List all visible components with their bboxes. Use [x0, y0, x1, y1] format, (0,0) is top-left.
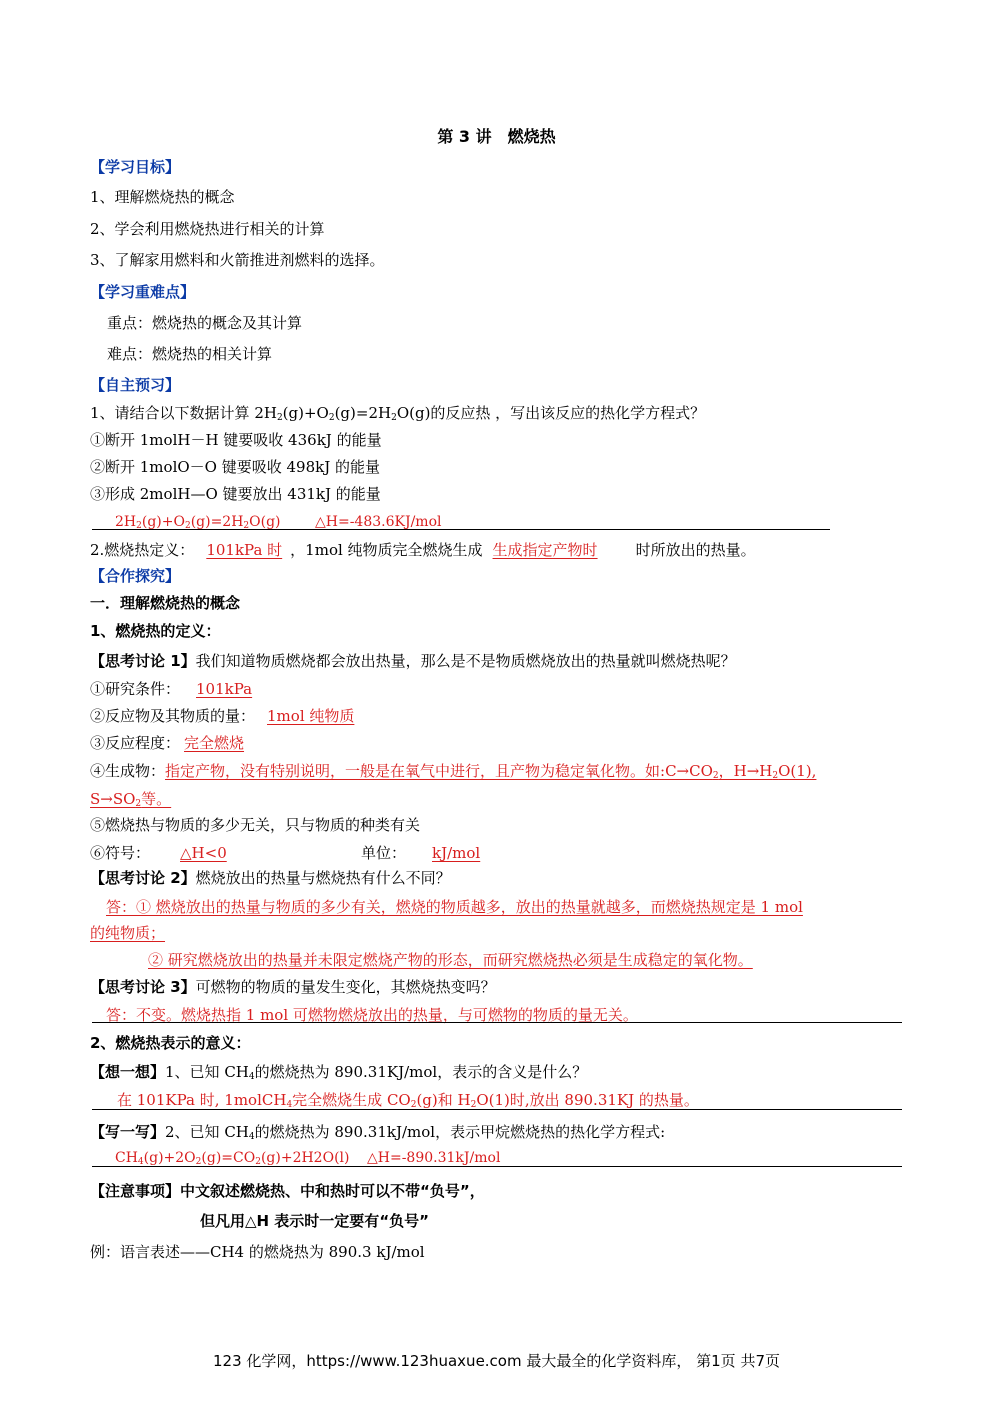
think-text-b: 的燃烧热为 890.31KJ/mol，表示的含义是什么？	[254, 1063, 588, 1081]
page-footer: 123 化学网，https://www.123huaxue.com 最大最全的化学资料库， 第1页 共7页	[212, 1352, 780, 1370]
preview-question-1	[90, 402, 705, 424]
answer-1-enthalpy: △H=-483.6KJ/mol	[315, 514, 442, 530]
subscript: 2	[276, 413, 283, 423]
discussion-3	[90, 976, 496, 998]
write-question	[90, 1121, 665, 1143]
write-ans-d: (g)+2H2O(l)	[260, 1150, 350, 1166]
condition-2-fill: 1mol 纯物质	[267, 707, 355, 725]
discussion-3-tag: 【思考讨论 3】	[90, 978, 196, 996]
subscript: 2	[136, 521, 142, 531]
condition-4-fill	[165, 762, 816, 780]
condition-4-fill-a: 指定产物，没有特别说明，一般是在氧气中进行，且产物为稳定氧化物。如:C→CO	[165, 762, 713, 780]
heading-cooperative-inquiry: 【合作探究】	[90, 567, 181, 585]
condition-1-label: ①研究条件：	[90, 680, 181, 698]
subscript: 4	[248, 1072, 255, 1082]
condition-4	[90, 760, 816, 782]
bond-data-2: ②断开 1molO－O 键要吸收 498kJ 的能量	[90, 458, 380, 476]
subscript: 4	[137, 1157, 144, 1167]
discussion-3-text: 可燃物的物质的量发生变化，其燃烧热变吗？	[195, 978, 496, 996]
discussion-2	[90, 867, 451, 889]
goal-1: 1、理解燃烧热的概念	[90, 188, 235, 206]
bond-data-3: ③形成 2molH—O 键要放出 431kJ 的能量	[90, 485, 381, 503]
answer-2-text-3: ② 研究燃烧放出的热量并未限定燃烧产物的形态，而研究燃烧热必须是生成稳定的氧化物。	[148, 951, 753, 969]
eq-b: (g)+O	[141, 514, 185, 530]
think-question	[90, 1061, 587, 1083]
definition-text-a: 2.燃烧热定义：	[90, 541, 195, 559]
write-text-a: 2、已知 CH	[165, 1123, 249, 1141]
goal-3: 3、了解家用燃料和火箭推进剂燃料的选择。	[90, 251, 385, 269]
subscript: 2	[712, 771, 719, 781]
subscript: 2	[184, 521, 191, 531]
condition-4-fill-b: ，H→H	[718, 762, 773, 780]
discussion-1-tag: 【思考讨论 1】	[90, 652, 196, 670]
definition-text-c: 时所放出的热量。	[635, 541, 756, 559]
lesson-title: 第 3 讲 燃烧热	[437, 127, 556, 146]
eq-d: O(g)	[249, 514, 281, 530]
subscript: 2	[772, 771, 779, 781]
eq-c: (g)=2H	[190, 514, 244, 530]
condition-3-label: ③反应程度：	[90, 734, 181, 752]
condition-4-fill-c: O(1),	[778, 762, 817, 780]
think-ans-a: 在 101KPa 时, 1molCH	[117, 1091, 287, 1109]
note-text-1: 中文叙述燃烧热、中和热时可以不带“负号”，	[180, 1182, 485, 1200]
heading-self-preview: 【自主预习】	[90, 376, 181, 394]
write-tag: 【写一写】	[90, 1123, 166, 1141]
subscript: 2	[195, 1157, 202, 1167]
eq-a: 2H	[115, 514, 137, 530]
key-point: 重点：燃烧热的概念及其计算	[107, 314, 303, 332]
condition-2-label: ②反应物及其物质的量：	[90, 707, 256, 725]
write-answer-enthalpy: △H=-890.31kJ/mol	[367, 1150, 501, 1166]
subsection-2-title: 2、燃烧热表示的意义：	[90, 1034, 251, 1052]
write-answer-line	[92, 1166, 902, 1167]
note-tag: 【注意事项】	[90, 1182, 181, 1200]
unit-fill: kJ/mol	[432, 844, 481, 862]
heading-key-points: 【学习重难点】	[90, 283, 196, 301]
subscript: 2	[255, 1157, 261, 1167]
example: 例：语言表述——CH4 的燃烧热为 890.3 kJ/mol	[90, 1243, 425, 1261]
definition-text-b: ，1mol 纯物质完全燃烧生成	[290, 541, 483, 559]
answer-2-text-2: 的纯物质；	[90, 924, 166, 942]
answer-2-line-1	[92, 896, 803, 918]
condition-4-label: ④生成物：	[90, 762, 166, 780]
q1-text-b: (g)+O	[282, 404, 329, 422]
condition-3	[90, 732, 288, 754]
condition-2	[90, 705, 408, 727]
unit	[361, 842, 482, 864]
answer-2-text-1: 答：① 燃烧放出的热量与物质的多少有关，燃烧的物质越多，放出的热量就越多，而燃烧热规定是 1 mol	[106, 898, 803, 916]
condition-4-fill-line2	[90, 790, 221, 808]
note-line-1	[90, 1180, 485, 1202]
think-ans-b: 完全燃烧生成 CO	[292, 1091, 411, 1109]
think-answer	[117, 1089, 699, 1111]
answer-2-line-2	[90, 922, 177, 944]
answer-2-line-3	[92, 949, 759, 971]
symbol-fill: △H<0	[180, 844, 227, 862]
write-ans-c: (g)=CO	[201, 1150, 256, 1166]
condition-1	[90, 678, 312, 700]
q1-text-d: O(g)的反应热 ，写出该反应的热化学方程式？	[396, 404, 706, 422]
subscript: 4	[286, 1100, 293, 1110]
difficult-point: 难点：燃烧热的相关计算	[107, 345, 273, 363]
think-ans-d: O(1)时,放出 890.31KJ 的热量。	[476, 1091, 699, 1109]
subsection-1-title: 1、燃烧热的定义：	[90, 622, 221, 640]
discussion-1-text: 我们知道物质燃烧都会放出热量，那么是不是物质燃烧放出的热量就叫燃烧热呢？	[195, 652, 736, 670]
subscript: 2	[328, 413, 335, 423]
unit-label: 单位：	[361, 844, 407, 862]
definition-fill-1: 101kPa 时	[206, 541, 283, 559]
discussion-2-tag: 【思考讨论 2】	[90, 869, 196, 887]
bond-data-1: ①断开 1molH－H 键要吸收 436kJ 的能量	[90, 431, 382, 449]
think-answer-line	[92, 1109, 902, 1110]
condition-1-fill: 101kPa	[196, 680, 253, 698]
subscript: 2	[391, 413, 397, 423]
condition-6	[90, 842, 253, 864]
definition-fill-2: 生成指定产物时	[492, 541, 598, 559]
subscript: 2	[135, 799, 142, 809]
subscript: 2	[410, 1100, 417, 1110]
discussion-1	[90, 650, 736, 672]
subscript: 4	[248, 1132, 255, 1142]
answer-3-text: 答：不变。燃烧热指 1 mol 可燃物燃烧放出的热量，与可燃物的物质的量无关。	[106, 1006, 638, 1024]
q1-text-a: 1、请结合以下数据计算 2H	[90, 404, 277, 422]
definition-line	[90, 539, 756, 561]
condition-4-line2-b: 等。	[141, 790, 172, 808]
condition-4-line2-a: S→SO	[90, 790, 136, 808]
write-text-b: 的燃烧热为 890.31kJ/mol，表示甲烷燃烧热的热化学方程式:	[254, 1123, 666, 1141]
think-tag: 【想一想】	[90, 1063, 166, 1081]
q1-text-c: (g)=2H	[334, 404, 392, 422]
think-ans-c: (g)和 H	[416, 1091, 471, 1109]
symbol-label: ⑥符号：	[90, 844, 151, 862]
answer-line	[92, 529, 830, 530]
subscript: 2	[243, 521, 250, 531]
write-ans-a: CH	[115, 1150, 138, 1166]
condition-5: ⑤燃烧热与物质的多少无关，只与物质的种类有关	[90, 816, 421, 834]
note-line-2: 但凡用△H 表示时一定要有“负号”	[200, 1212, 430, 1230]
part-one-title: 一．理解燃烧热的概念	[90, 594, 241, 612]
subscript: 2	[470, 1100, 477, 1110]
write-ans-b: (g)+2O	[143, 1150, 196, 1166]
think-text-a: 1、已知 CH	[165, 1063, 249, 1081]
goal-2: 2、学会利用燃烧热进行相关的计算	[90, 220, 325, 238]
answer-3-line	[92, 1022, 902, 1023]
heading-learning-goals: 【学习目标】	[90, 158, 181, 176]
condition-3-fill: 完全燃烧	[184, 734, 245, 752]
condition-4-continued	[90, 788, 221, 810]
discussion-2-text: 燃烧放出的热量与燃烧热有什么不同？	[195, 869, 451, 887]
